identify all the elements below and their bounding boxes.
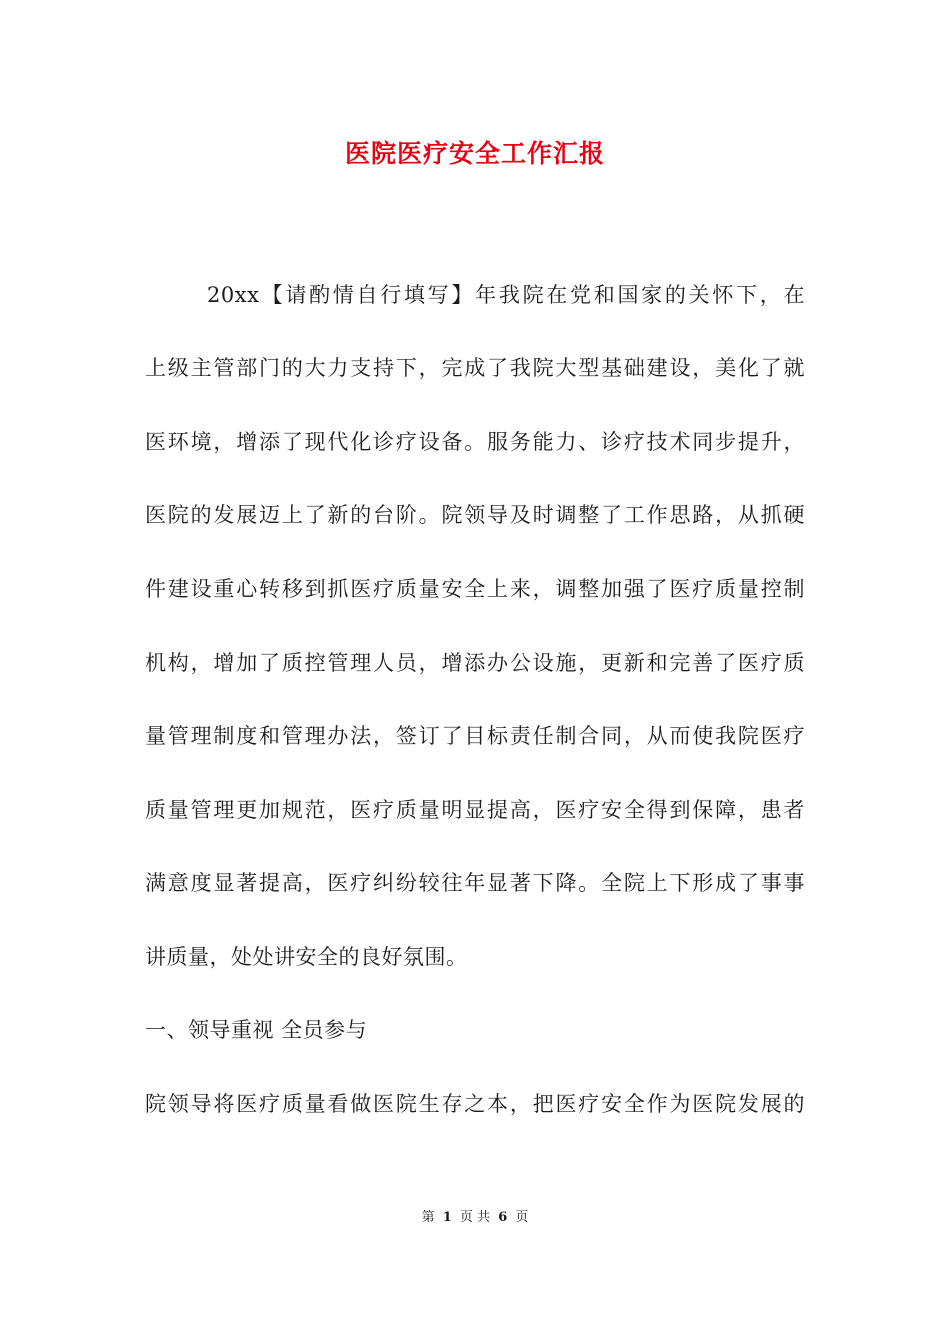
paragraph-line: 件建设重心转移到抓医疗质量安全上来，调整加强了医疗质量控制 [145, 577, 805, 601]
paragraph-line: 20xx【请酌情自行填写】年我院在党和国家的关怀下，在 [207, 283, 805, 307]
footer-prefix: 第 [421, 1210, 435, 1225]
paragraph-line: 量管理制度和管理办法，签订了目标责任制合同，从而使我院医疗 [145, 724, 805, 748]
document-title: 医院医疗安全工作汇报 [344, 139, 605, 168]
footer-middle: 页 共 [459, 1210, 491, 1225]
footer-total-pages: 6 [498, 1210, 508, 1225]
page-footer [0, 1208, 950, 1228]
section-heading: 一、领导重视 全员参与 [145, 1018, 368, 1042]
paragraph-line: 医环境，增添了现代化诊疗设备。服务能力、诊疗技术同步提升， [145, 430, 805, 454]
footer-suffix: 页 [515, 1210, 529, 1225]
footer-page-number: 1 [442, 1210, 452, 1225]
paragraph-line: 质量管理更加规范，医疗质量明显提高，医疗安全得到保障，患者 [145, 798, 805, 822]
paragraph-line: 医院的发展迈上了新的台阶。院领导及时调整了工作思路，从抓硬 [145, 503, 805, 527]
paragraph-line: 满意度显著提高，医疗纠纷较往年显著下降。全院上下形成了事事 [145, 871, 805, 895]
paragraph-line: 院领导将医疗质量看做医院生存之本，把医疗安全作为医院发展的 [145, 1092, 805, 1116]
paragraph-line: 讲质量，处处讲安全的良好氛围。 [145, 945, 468, 969]
paragraph-line: 上级主管部门的大力支持下，完成了我院大型基础建设，美化了就 [145, 356, 805, 380]
paragraph-line: 机构，增加了质控管理人员，增添办公设施，更新和完善了医疗质 [145, 651, 805, 675]
